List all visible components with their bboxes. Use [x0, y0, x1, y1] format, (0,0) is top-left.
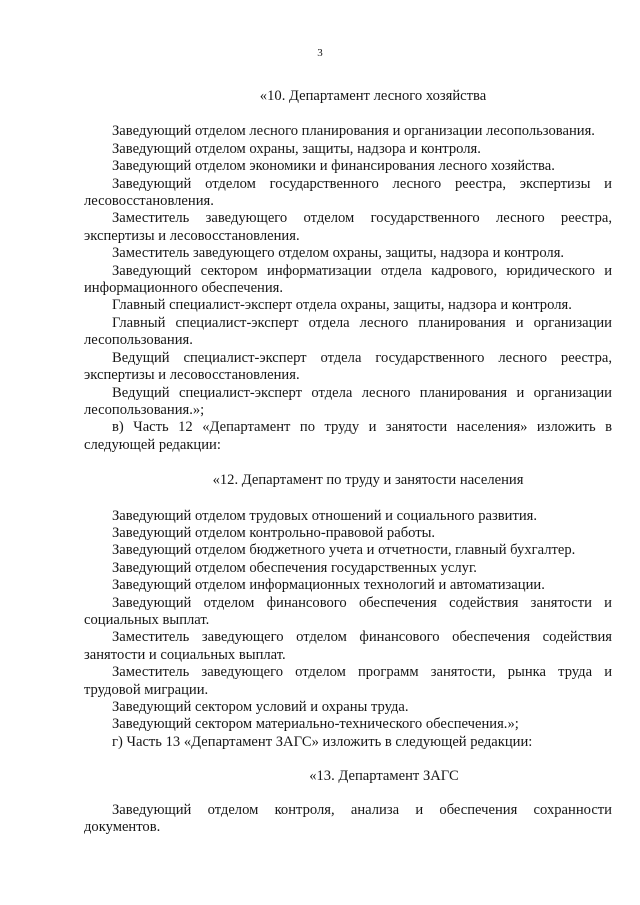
list-item: Заведующий отделом обеспечения государственных услуг.	[112, 559, 477, 576]
list-item: Заведующий отделом трудовых отношений и социального развития.	[112, 507, 538, 524]
list-item: Заведующий сектором условий и охраны труда.	[112, 699, 409, 715]
list-item: Заведующий отделом контрольно-правовой работы.	[112, 524, 436, 541]
list-item: Заместитель заведующего отделом программ занятости, рынка труда и трудовой миграции.	[84, 664, 612, 698]
list-item: Заведующий отделом финансового обеспечения содействия занятости и социальных выплат.	[84, 594, 612, 628]
list-item: Заведующий отделом контроля, анализа и обеспечения сохранности документов.	[84, 801, 612, 836]
list-item: Заведующий сектором информатизации отдела кадрового, юридического и информационного обеспечения.	[84, 262, 612, 297]
list-item: Заместитель заведующего отделом охраны, защиты, надзора и контроля.	[112, 245, 565, 262]
page-number: 3	[317, 47, 323, 59]
section-heading: «13. Департамент ЗАГС	[309, 768, 459, 785]
list-item: Заместитель заведующего отделом государственного лесного реестра, экспертизы и лесовосстановления.	[84, 210, 612, 244]
list-item: Заведующий отделом бюджетного учета и отчетности, главный бухгалтер.	[112, 542, 576, 559]
list-item: Заведующий отделом экономики и финансирования лесного хозяйства.	[112, 158, 555, 175]
list-item: Главный специалист-эксперт отдела охраны, защиты, надзора и контроля.	[112, 297, 572, 314]
section-heading: «10. Департамент лесного хозяйства	[259, 88, 487, 104]
section-heading: «12. Департамент по труду и занятости населения	[212, 472, 524, 489]
list-item: Заместитель заведующего отделом финансового обеспечения содействия занятости и социальных выплат.	[84, 629, 612, 663]
list-item: Ведущий специалист-эксперт отдела государственного лесного реестра, экспертизы и лесовосстановления.	[84, 349, 612, 384]
list-item: Заведующий отделом лесного планирования и организации лесопользования.	[112, 123, 595, 140]
list-item: Заведующий отделом информационных технологий и автоматизации.	[112, 577, 545, 594]
list-item: Заведующий отделом охраны, защиты, надзора и контроля.	[112, 140, 481, 157]
list-item: Заведующий сектором материально-технического обеспечения.»;	[112, 716, 519, 733]
list-item: Главный специалист-эксперт отдела лесного планирования и организации лесопользования.	[84, 314, 612, 349]
document-body	[84, 88, 612, 836]
amendment-paragraph: в) Часть 12 «Департамент по труду и занятости населения» изложить в следующей редакции:	[84, 419, 612, 453]
list-item: Заведующий отделом государственного лесного реестра, экспертизы и лесовосстановления.	[84, 175, 612, 210]
amendment-paragraph: г) Часть 13 «Департамент ЗАГС» изложить в следующей редакции:	[112, 733, 533, 750]
list-item: Ведущий специалист-эксперт отдела лесного планирования и организации лесопользования.»;	[84, 384, 612, 418]
